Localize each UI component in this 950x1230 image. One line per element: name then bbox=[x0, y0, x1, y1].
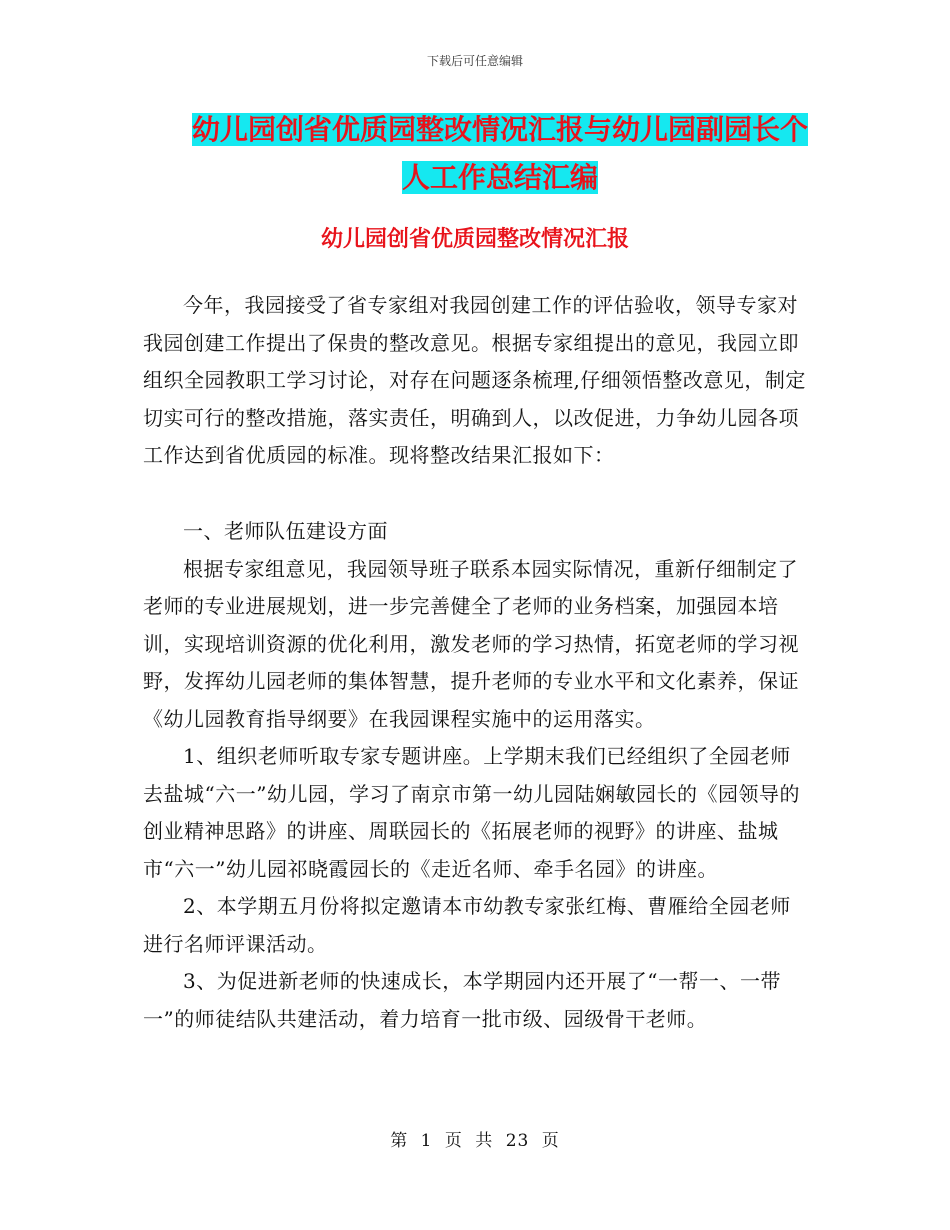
body-block bbox=[143, 513, 808, 1038]
list-item-1: 1、组织老师听取专家专题讲座。上学期末我们已经组织了全园老师去盐城“六一”幼儿园，学习了南京市第一幼儿园陆娴敏园长的《园领导的创业精神思路》的讲座、周联园长的《拓展老师的视野》的讲座、盐城市“六一”幼儿园祁晓霞园长的《走近名师、牵手名园》的讲座。 bbox=[143, 744, 800, 881]
intro-paragraph: 今年，我园接受了省专家组对我园创建工作的评估验收，领导专家对我园创建工作提出了保贵的整改意见。根据专家组提出的意见，我园立即组织全园教职工学习讨论，对存在问题逐条梳理,仔细领悟整改意见，制定切实可行的整改措施，落实责任，明确到人，以改促进，力争幼儿园各项工作达到省优质园的标准。现将整改结果汇报如下： bbox=[143, 293, 806, 467]
heading-teacher-team: 一、老师队伍建设方面 bbox=[183, 519, 388, 543]
section-title: 幼儿园创省优质园整改情况汇报 bbox=[320, 227, 629, 252]
list-item-3: 3、为促进新老师的快速成长，本学期园内还开展了“一帮一、一带一”的师徒结队共建活动，着力培育一批市级、园级骨干老师。 bbox=[143, 969, 781, 1031]
page-footer: 第 1 页 共 23 页 bbox=[390, 1131, 560, 1151]
list-item-2: 2、本学期五月份将拟定邀请本市幼教专家张红梅、曹雁给全园老师进行名师评课活动。 bbox=[143, 894, 791, 956]
document-main-title bbox=[190, 106, 810, 202]
intro-block bbox=[143, 287, 808, 475]
paragraph-teacher-team: 根据专家组意见，我园领导班子联系本园实际情况，重新仔细制定了老师的专业进展规划，进一步完善健全了老师的业务档案，加强园本培训，实现培训资源的优化利用，激发老师的学习热情，拓宽老师的学习视野，发挥幼儿园老师的集体智慧，提升老师的专业水平和文化素养，保证《幼儿园教育指导纲要》在我园课程实施中的运用落实。 bbox=[143, 556, 799, 731]
main-title-text: 幼儿园创省优质园整改情况汇报与幼儿园副园长个人工作总结汇编 bbox=[191, 113, 808, 194]
header-note: 下载后可任意编辑 bbox=[426, 54, 523, 68]
